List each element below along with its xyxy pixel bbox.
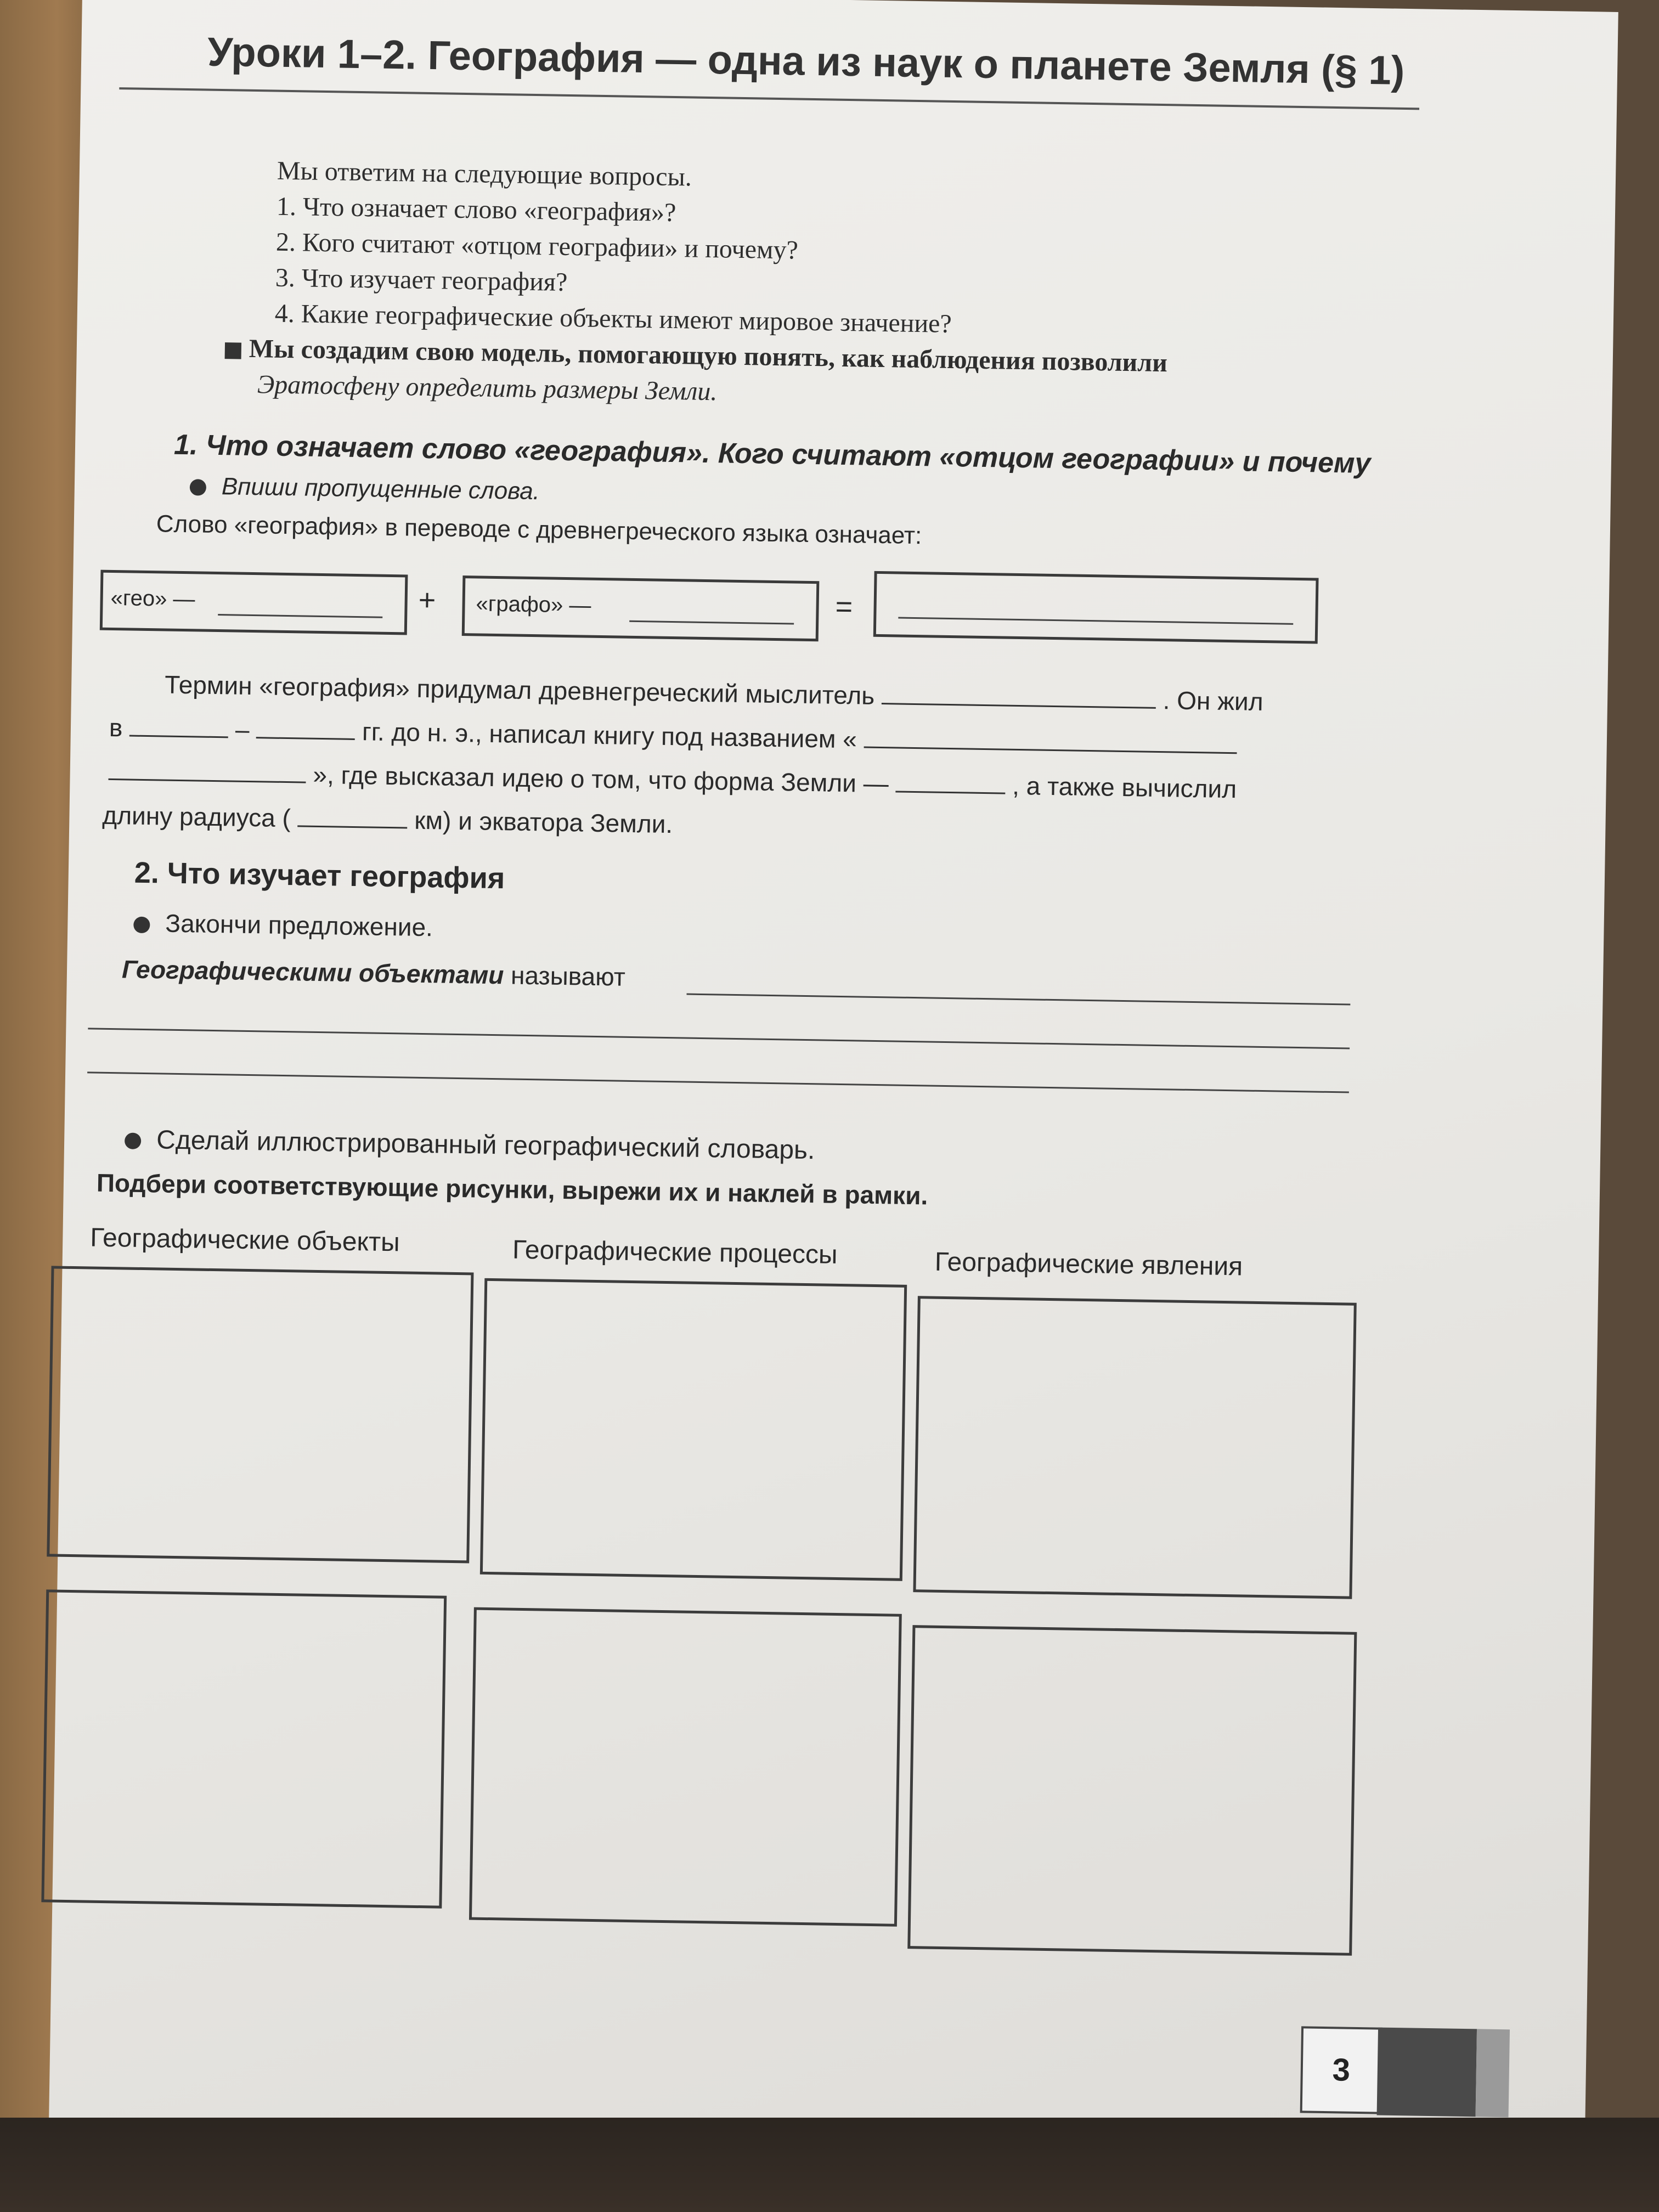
earth-shape-blank[interactable] xyxy=(895,791,1005,794)
question-4: 4. Какие географические объекты имеют мировое значение? xyxy=(274,298,952,338)
years-to-blank[interactable] xyxy=(256,737,355,740)
answer-box-geo xyxy=(100,570,408,635)
task-bullet-icon xyxy=(133,917,150,933)
equals-sign: = xyxy=(835,590,853,624)
section1-sentence: Слово «география» в переводе с древнегреческого языка означает: xyxy=(156,510,922,550)
page-edge-tab-light xyxy=(1476,2029,1510,2117)
box-grafo-label: «графо» — xyxy=(476,591,591,618)
task-bullet-icon xyxy=(190,479,206,496)
column-processes: Географические процессы xyxy=(512,1235,838,1269)
frame-processes-2[interactable] xyxy=(469,1607,902,1927)
answer-box-result xyxy=(873,571,1319,644)
answer-line-3[interactable] xyxy=(87,1071,1349,1093)
box-grafo-blank[interactable] xyxy=(629,620,794,625)
dictionary-instruction: Подбери соответствующие рисунки, вырежи их и наклей в рамки. xyxy=(96,1168,928,1210)
frame-phenomena-2[interactable] xyxy=(907,1625,1357,1956)
model-marker-icon xyxy=(225,342,241,359)
answer-line-1[interactable] xyxy=(686,994,1350,1006)
task-bullet-icon xyxy=(125,1133,141,1149)
box-geo-label: «гео» — xyxy=(110,585,195,612)
intro-lead: Мы ответим на следующие вопросы. xyxy=(276,156,692,192)
section2-task: Закончи предложение. xyxy=(133,908,433,943)
frame-phenomena-1[interactable] xyxy=(913,1296,1356,1599)
column-phenomena: Географические явления xyxy=(934,1247,1243,1282)
book-title-blank-2[interactable] xyxy=(108,778,306,783)
box-result-blank[interactable] xyxy=(898,617,1293,625)
section2-sentence: Географическими объектами называют xyxy=(121,955,626,991)
page-number: 3 xyxy=(1332,2052,1351,2088)
frame-objects-1[interactable] xyxy=(47,1266,473,1563)
paragraph-line-2: в – гг. до н. э., написал книгу под названием « xyxy=(109,713,1237,760)
answer-line-2[interactable] xyxy=(88,1028,1350,1049)
paragraph-line-4: длину радиуса ( км) и экватора Земли. xyxy=(102,800,673,839)
page-number-box xyxy=(1300,2026,1383,2114)
model-line-1: Мы создадим свою модель, помогающую понять, как наблюдения позволили xyxy=(224,333,1167,378)
model-line-2: Эратосфену определить размеры Земли. xyxy=(257,370,718,407)
frame-objects-2[interactable] xyxy=(41,1589,447,1908)
question-2: 2. Кого считают «отцом географии» и почему? xyxy=(275,227,799,265)
book-title-blank[interactable] xyxy=(864,747,1237,754)
radius-blank[interactable] xyxy=(297,825,407,828)
workbook-page xyxy=(49,0,1618,2152)
page-title: Уроки 1–2. География — одна из наук о планете Земля (§ 1) xyxy=(207,29,1406,93)
answer-box-grafo xyxy=(462,575,820,641)
question-3: 3. Что изучает география? xyxy=(275,263,568,297)
thinker-blank[interactable] xyxy=(882,703,1156,709)
paragraph-line-3: », где высказал идею о том, что форма Земли — , а также вычислил xyxy=(108,757,1237,804)
section2-heading: 2. Что изучает география xyxy=(134,856,505,895)
years-from-blank[interactable] xyxy=(129,735,228,738)
dark-surface-bottom xyxy=(0,2118,1659,2212)
section1-task: Впиши пропущенные слова. xyxy=(190,472,540,505)
frame-processes-1[interactable] xyxy=(480,1278,907,1581)
box-geo-blank[interactable] xyxy=(218,614,382,618)
plus-sign: + xyxy=(418,583,436,617)
page-edge-tab-dark xyxy=(1377,2028,1477,2117)
question-1: 1. Что означает слово «география»? xyxy=(276,191,676,228)
paragraph-line-1: Термин «география» придумал древнегреческий мыслитель . Он жил xyxy=(164,670,1263,716)
dictionary-task: Сделай иллюстрированный географический словарь. xyxy=(125,1124,815,1165)
column-objects: Географические объекты xyxy=(89,1223,400,1257)
section1-heading: 1. Что означает слово «география». Кого считают «отцом географии» и почему xyxy=(173,428,1371,479)
